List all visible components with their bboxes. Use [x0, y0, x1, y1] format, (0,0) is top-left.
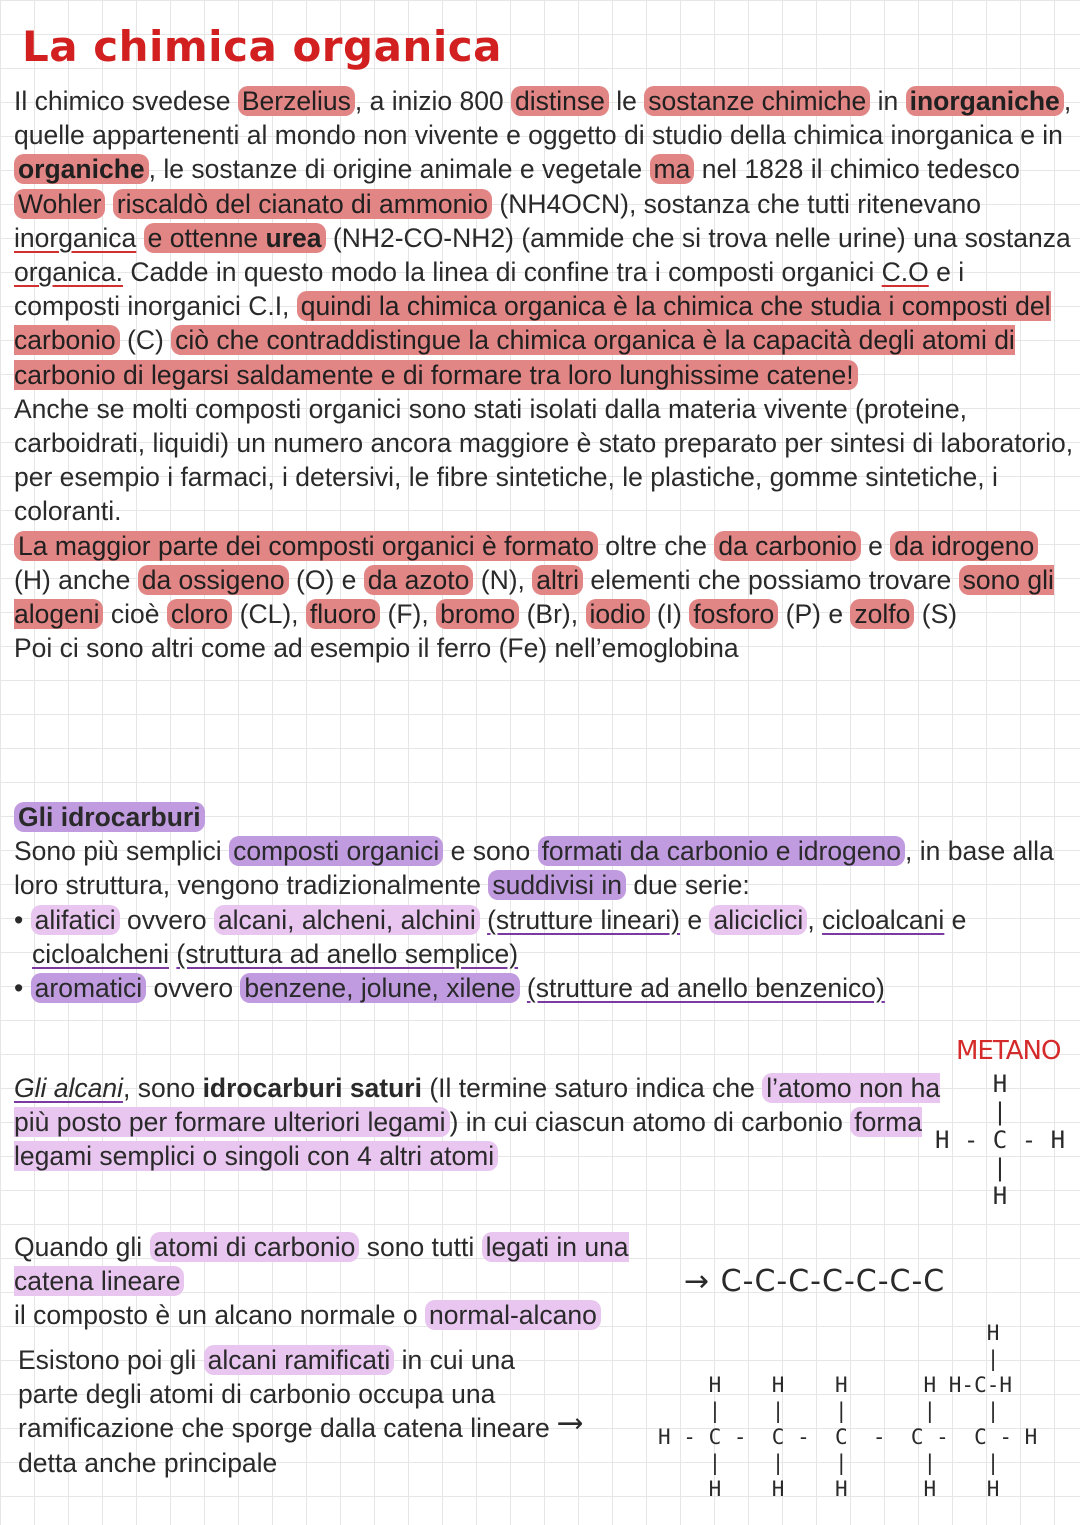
text-span: e sono [443, 836, 538, 867]
highlight-wohler: Wohler [14, 189, 105, 219]
text-span: , a inizio 800 [354, 86, 512, 116]
text-span: e [860, 530, 891, 561]
text-span: (N), [473, 564, 533, 595]
underline-inorganica: inorganica [14, 222, 137, 253]
section-heading-idrocarburi: Gli idrocarburi [14, 802, 205, 832]
highlight-normal-alcano: normal-alcano [425, 1300, 601, 1330]
highlight-inorganiche: inorganiche [906, 86, 1064, 116]
highlight-idrogeno: da idrogeno [890, 531, 1038, 561]
highlight-benzene: benzene, jolune, xilene [240, 973, 519, 1003]
highlight-fosforo: fosforo [689, 599, 778, 629]
underline-co: C.O [881, 257, 929, 288]
highlight-ottenne-urea [144, 223, 326, 253]
text-span [136, 223, 143, 253]
text-span: (I) [649, 599, 690, 630]
highlight-atomo-posto: l’atomo non ha più posto per formare ulteriori legami [14, 1073, 941, 1138]
alcani-paragraph [14, 1071, 954, 1174]
bold-urea: urea [265, 222, 322, 253]
text-span: ) in cui ciascun atomo di carbonio [449, 1107, 851, 1138]
text-span: Cadde in questo modo la linea di confine tra i composti organici [123, 257, 882, 288]
highlight-definition: quindi la chimica organica è la chimica che studia i composti del carbonio [14, 291, 1051, 356]
text-span: Quando gli [14, 1232, 150, 1262]
text-span: Esistono poi gli [18, 1345, 204, 1375]
text-span: , quelle appartenenti al mondo non vivente e oggetto di studio della chimica inorganica e in [14, 86, 1072, 151]
text-span: , sono [123, 1073, 203, 1103]
text-span: (Br), [519, 599, 586, 630]
text-span: (C) [119, 325, 172, 356]
bullet-alifatici: • alifatici ovvero alcani, alcheni, alchini (strutture lineari) e aliciclici , cicloalcani e cicloalcheni (struttura ad anello semplice) [14, 904, 967, 969]
highlight-distinse: distinse [511, 86, 609, 116]
text-span: e [944, 904, 967, 935]
underline-organica: organica. [14, 257, 124, 288]
text-span: , in base alla loro struttura, vengono tradizionalmente [14, 836, 1054, 901]
highlight-aliciclici: aliciclici [709, 905, 807, 935]
text-span: (Il termine saturo indica che [421, 1073, 763, 1103]
underline-strutture-lineari: (strutture lineari) [487, 904, 681, 935]
text-span: , [807, 904, 823, 935]
page-title: La chimica organica [22, 22, 502, 71]
text-span: il composto è un alcano normale o [14, 1300, 425, 1331]
arrow-icon: ⟶ [560, 1402, 581, 1442]
highlight-riscaldo: riscaldò del cianato di ammonio [113, 189, 492, 219]
highlight-atomi-carbonio: atomi di carbonio [150, 1232, 360, 1262]
highlight-sostanze-chimiche: sostanze chimiche [644, 86, 870, 116]
highlight-iodio: iodio [586, 599, 650, 629]
ramificati-paragraph [18, 1343, 581, 1480]
highlight-bromo: bromo [436, 599, 519, 629]
highlight-aromatici: aromatici [31, 973, 147, 1003]
text-span: in [870, 86, 906, 116]
text-span: e [680, 904, 710, 935]
text-span: cioè [103, 599, 167, 630]
idrocarburi-section [14, 800, 1074, 1005]
text-span [480, 905, 487, 935]
underline-cicloalcani: cicloalcani [822, 904, 945, 935]
highlight-zolfo: zolfo [850, 599, 914, 629]
highlight-altri: altri [532, 565, 583, 595]
underline-anello-semplice: (struttura ad anello semplice) [176, 938, 519, 969]
underline-cicloalcheni: cicloalcheni [32, 938, 169, 969]
text-span: (O) e [288, 564, 364, 595]
branched-structure: H | H H H H H-C-H | | | | | H - C - C - C - C - C - H | | | | | H H H H H [658, 1321, 1038, 1501]
text-span: ovvero [119, 904, 214, 935]
highlight-maggior-parte: La maggior parte dei composti organici è formato [14, 531, 598, 561]
paragraph-ferro: Poi ci sono altri come ad esempio il ferro (Fe) nell’emoglobina [14, 633, 739, 664]
highlight-fluoro: fluoro [306, 599, 380, 629]
highlight-azoto: da azoto [364, 565, 474, 595]
text-span: (P) e [778, 599, 851, 630]
bold-idrocarburi-saturi: idrocarburi saturi [202, 1073, 422, 1103]
highlight-carbonio: da carbonio [714, 531, 861, 561]
text-span: ovvero [146, 973, 241, 1004]
text-span: (NH4OCN), sostanza che tutti ritenevano [492, 188, 982, 219]
text-span: sono tutti [359, 1232, 482, 1262]
text-span: e i composti inorganici C.I, [14, 257, 965, 322]
text-span: , le sostanze di origine animale e vegetale [148, 154, 650, 185]
highlight-alcani-ramificati: alcani ramificati [204, 1345, 395, 1375]
highlight-ma: ma [650, 154, 695, 184]
metano-label: METANO [956, 1036, 1061, 1066]
highlight-catena-lineare: legati in una catena lineare [14, 1232, 629, 1297]
text-span: nel 1828 il chimico tedesco [694, 154, 1020, 185]
highlight-formati: formati da carbonio e idrogeno [538, 836, 905, 866]
text-span: e ottenne [147, 222, 266, 253]
normal-alcano-paragraph [14, 1230, 694, 1333]
underline-gli-alcani: Gli alcani [14, 1073, 123, 1103]
text-span: (H) anche [14, 564, 138, 595]
highlight-berzelius: Berzelius [238, 86, 355, 116]
text-span: (F), [380, 599, 437, 630]
bullet-aromatici: • aromatici ovvero benzene, jolune, xilene (strutture ad anello benzenico) [14, 973, 885, 1004]
highlight-catene: ciò che contraddistingue la chimica organica è la capacità degli atomi di carbonio di legarsi saldamente e di formare tra loro lunghissime catene! [14, 325, 1015, 390]
intro-paragraph [14, 84, 1074, 665]
highlight-alcani-list: alcani, alcheni, alchini [214, 905, 480, 935]
highlight-alogeni: sono gli alogeni [14, 564, 1054, 630]
text-span [520, 973, 527, 1003]
highlight-composti-organici: composti organici [229, 836, 443, 866]
paragraph-sintesi: Anche se molti composti organici sono stati isolati dalla materia vivente (proteine, carboidrati, liquidi) un numero ancora maggiore è stato preparato per sintesi di laboratorio, per esempio i farmaci, i detersivi, le fibre sintetiche, le plastiche, gomme sintetiche, i coloranti. [14, 393, 1074, 527]
highlight-ossigeno: da ossigeno [138, 565, 289, 595]
highlight-suddivisi: suddivisi in [488, 870, 626, 900]
highlight-alifatici: alifatici [31, 905, 120, 935]
underline-anello-benzenico: (strutture ad anello benzenico) [526, 973, 885, 1004]
text-span [105, 189, 112, 219]
highlight-organiche: organiche [14, 154, 149, 184]
text-span: le [608, 86, 645, 116]
text-span: in cui una parte degli atomi di carbonio occupa una ramificazione che sporge dalla catena lineare detta anche principale [18, 1345, 550, 1478]
text-span: (S) [914, 599, 958, 630]
text-span: (CL), [232, 599, 306, 630]
text-span: Sono più semplici [14, 836, 230, 867]
highlight-legami-semplici: forma legami semplici o singoli con 4 altri atomi [14, 1107, 922, 1172]
text-span: (NH2-CO-NH2) (ammide che si trova nelle urine) una sostanza [325, 222, 1071, 253]
text-span: Il chimico svedese [14, 86, 238, 116]
linear-chain-formula: → C-C-C-C-C-C-C [684, 1264, 946, 1299]
text-span: due serie: [625, 870, 750, 901]
text-span: oltre che [597, 530, 715, 561]
highlight-cloro: cloro [167, 599, 232, 629]
metano-structure: H | H - C - H | H [935, 1070, 1066, 1210]
text-span: elementi che possiamo trovare [582, 564, 959, 595]
